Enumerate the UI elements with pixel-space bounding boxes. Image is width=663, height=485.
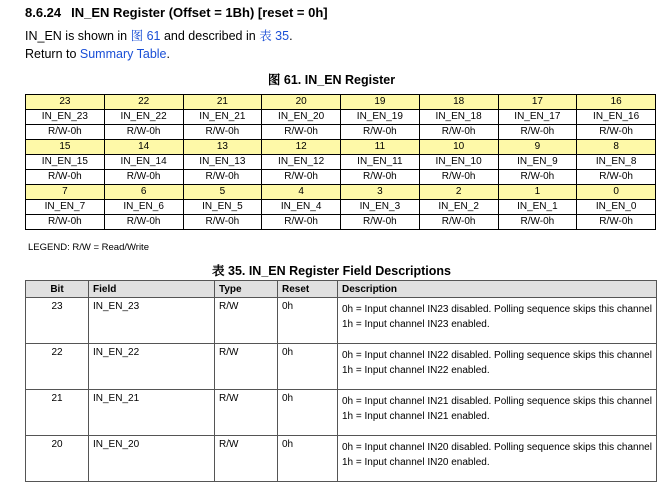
register-bit-number: 7 (26, 185, 105, 200)
register-bit-number: 16 (577, 95, 656, 110)
register-access: R/W-0h (183, 170, 262, 185)
register-bit-number: 9 (498, 140, 577, 155)
section-heading (25, 5, 328, 20)
register-field-name: IN_EN_20 (262, 110, 341, 125)
register-field-name: IN_EN_9 (498, 155, 577, 170)
register-accrow (26, 215, 656, 230)
description-value-0: 0h = Input channel IN22 disabled. Polling sequence skips this channel (342, 350, 652, 361)
figure-link[interactable]: 图 61 (130, 29, 161, 43)
table-header-row (26, 281, 657, 298)
register-accrow (26, 170, 656, 185)
register-bit-number: 6 (104, 185, 183, 200)
cell-reset: 0h (278, 298, 338, 344)
header-bit: Bit (26, 281, 89, 298)
return-text-post: . (166, 47, 170, 61)
register-bit-number: 21 (183, 95, 262, 110)
register-access: R/W-0h (262, 215, 341, 230)
register-access: R/W-0h (262, 170, 341, 185)
register-field-name: IN_EN_4 (262, 200, 341, 215)
register-field-name: IN_EN_15 (26, 155, 105, 170)
register-bit-number: 5 (183, 185, 262, 200)
cell-bit: 20 (26, 436, 89, 482)
register-access: R/W-0h (104, 125, 183, 140)
cell-reset: 0h (278, 344, 338, 390)
section-title: IN_EN Register (Offset = 1Bh) [reset = 0h] (71, 5, 328, 20)
register-field-name: IN_EN_8 (577, 155, 656, 170)
table-row (26, 344, 657, 390)
figure-title: 图 61. IN_EN Register (267, 73, 396, 87)
intro-text-post: . (289, 29, 293, 43)
register-access: R/W-0h (26, 215, 105, 230)
table-link[interactable]: 表 35 (259, 29, 290, 43)
header-type: Type (215, 281, 278, 298)
cell-description (338, 436, 657, 482)
register-field-name: IN_EN_14 (104, 155, 183, 170)
summary-table-link[interactable]: Summary Table (79, 47, 167, 61)
register-bitrow (26, 185, 656, 200)
register-bit-number: 20 (262, 95, 341, 110)
register-bitrow (26, 95, 656, 110)
description-value-0: 0h = Input channel IN23 disabled. Polling sequence skips this channel (342, 304, 652, 315)
cell-description (338, 390, 657, 436)
register-access: R/W-0h (419, 170, 498, 185)
register-bit-number: 15 (26, 140, 105, 155)
cell-bit: 21 (26, 390, 89, 436)
cell-type: R/W (215, 344, 278, 390)
cell-field: IN_EN_21 (89, 390, 215, 436)
register-field-name: IN_EN_21 (183, 110, 262, 125)
table-row (26, 298, 657, 344)
cell-field: IN_EN_22 (89, 344, 215, 390)
return-line (25, 47, 170, 61)
register-access: R/W-0h (104, 215, 183, 230)
description-value-1: 1h = Input channel IN21 enabled. (342, 411, 490, 422)
register-map (25, 94, 656, 230)
register-namerow (26, 200, 656, 215)
register-bit-number: 14 (104, 140, 183, 155)
register-accrow (26, 125, 656, 140)
description-value-1: 1h = Input channel IN22 enabled. (342, 365, 490, 376)
return-text-pre: Return to (25, 47, 80, 61)
register-bit-number: 1 (498, 185, 577, 200)
register-bit-number: 11 (341, 140, 420, 155)
register-access: R/W-0h (341, 170, 420, 185)
header-description: Description (338, 281, 657, 298)
register-bit-number: 2 (419, 185, 498, 200)
register-access: R/W-0h (577, 215, 656, 230)
table-row (26, 390, 657, 436)
cell-reset: 0h (278, 436, 338, 482)
register-field-name: IN_EN_12 (262, 155, 341, 170)
register-access: R/W-0h (498, 215, 577, 230)
register-access: R/W-0h (498, 170, 577, 185)
register-field-name: IN_EN_6 (104, 200, 183, 215)
section-number: 8.6.24 (25, 5, 62, 20)
cell-description (338, 344, 657, 390)
register-namerow (26, 155, 656, 170)
register-access: R/W-0h (262, 125, 341, 140)
register-bit-number: 8 (577, 140, 656, 155)
register-access: R/W-0h (183, 125, 262, 140)
table-row (26, 436, 657, 482)
register-field-name: IN_EN_7 (26, 200, 105, 215)
register-bit-number: 3 (341, 185, 420, 200)
register-bit-number: 0 (577, 185, 656, 200)
register-bit-number: 23 (26, 95, 105, 110)
register-field-name: IN_EN_22 (104, 110, 183, 125)
register-field-name: IN_EN_11 (341, 155, 420, 170)
register-field-name: IN_EN_3 (341, 200, 420, 215)
register-access: R/W-0h (183, 215, 262, 230)
register-access: R/W-0h (498, 125, 577, 140)
register-access: R/W-0h (341, 125, 420, 140)
register-field-name: IN_EN_16 (577, 110, 656, 125)
cell-type: R/W (215, 436, 278, 482)
register-bit-number: 22 (104, 95, 183, 110)
header-reset: Reset (278, 281, 338, 298)
register-field-name: IN_EN_19 (341, 110, 420, 125)
description-value-1: 1h = Input channel IN23 enabled. (342, 319, 490, 330)
register-access: R/W-0h (419, 215, 498, 230)
register-bitrow (26, 140, 656, 155)
register-access: R/W-0h (577, 170, 656, 185)
description-value-0: 0h = Input channel IN20 disabled. Polling sequence skips this channel (342, 442, 652, 453)
register-field-name: IN_EN_1 (498, 200, 577, 215)
register-field-name: IN_EN_18 (419, 110, 498, 125)
register-access: R/W-0h (341, 215, 420, 230)
cell-type: R/W (215, 390, 278, 436)
register-field-name: IN_EN_10 (419, 155, 498, 170)
description-value-0: 0h = Input channel IN21 disabled. Polling sequence skips this channel (342, 396, 652, 407)
register-namerow (26, 110, 656, 125)
cell-field: IN_EN_20 (89, 436, 215, 482)
description-value-1: 1h = Input channel IN20 enabled. (342, 457, 490, 468)
field-description-table (25, 280, 657, 482)
intro-text-mid: and described in (160, 29, 260, 43)
register-access: R/W-0h (577, 125, 656, 140)
cell-bit: 22 (26, 344, 89, 390)
cell-bit: 23 (26, 298, 89, 344)
register-bit-number: 18 (419, 95, 498, 110)
register-access: R/W-0h (104, 170, 183, 185)
register-bit-number: 13 (183, 140, 262, 155)
intro-text-pre: IN_EN is shown in (25, 29, 131, 43)
register-field-name: IN_EN_2 (419, 200, 498, 215)
register-access: R/W-0h (26, 170, 105, 185)
register-bit-number: 4 (262, 185, 341, 200)
register-bit-number: 10 (419, 140, 498, 155)
cell-type: R/W (215, 298, 278, 344)
register-bit-number: 12 (262, 140, 341, 155)
legend: LEGEND: R/W = Read/Write (28, 242, 149, 253)
cell-reset: 0h (278, 390, 338, 436)
register-field-name: IN_EN_17 (498, 110, 577, 125)
register-field-name: IN_EN_0 (577, 200, 656, 215)
table-title: 表 35. IN_EN Register Field Descriptions (212, 264, 451, 278)
register-bit-number: 17 (498, 95, 577, 110)
register-access: R/W-0h (419, 125, 498, 140)
cell-field: IN_EN_23 (89, 298, 215, 344)
register-bit-number: 19 (341, 95, 420, 110)
intro-line (25, 26, 293, 44)
cell-description (338, 298, 657, 344)
header-field: Field (89, 281, 215, 298)
register-access: R/W-0h (26, 125, 105, 140)
register-field-name: IN_EN_23 (26, 110, 105, 125)
register-field-name: IN_EN_13 (183, 155, 262, 170)
register-field-name: IN_EN_5 (183, 200, 262, 215)
